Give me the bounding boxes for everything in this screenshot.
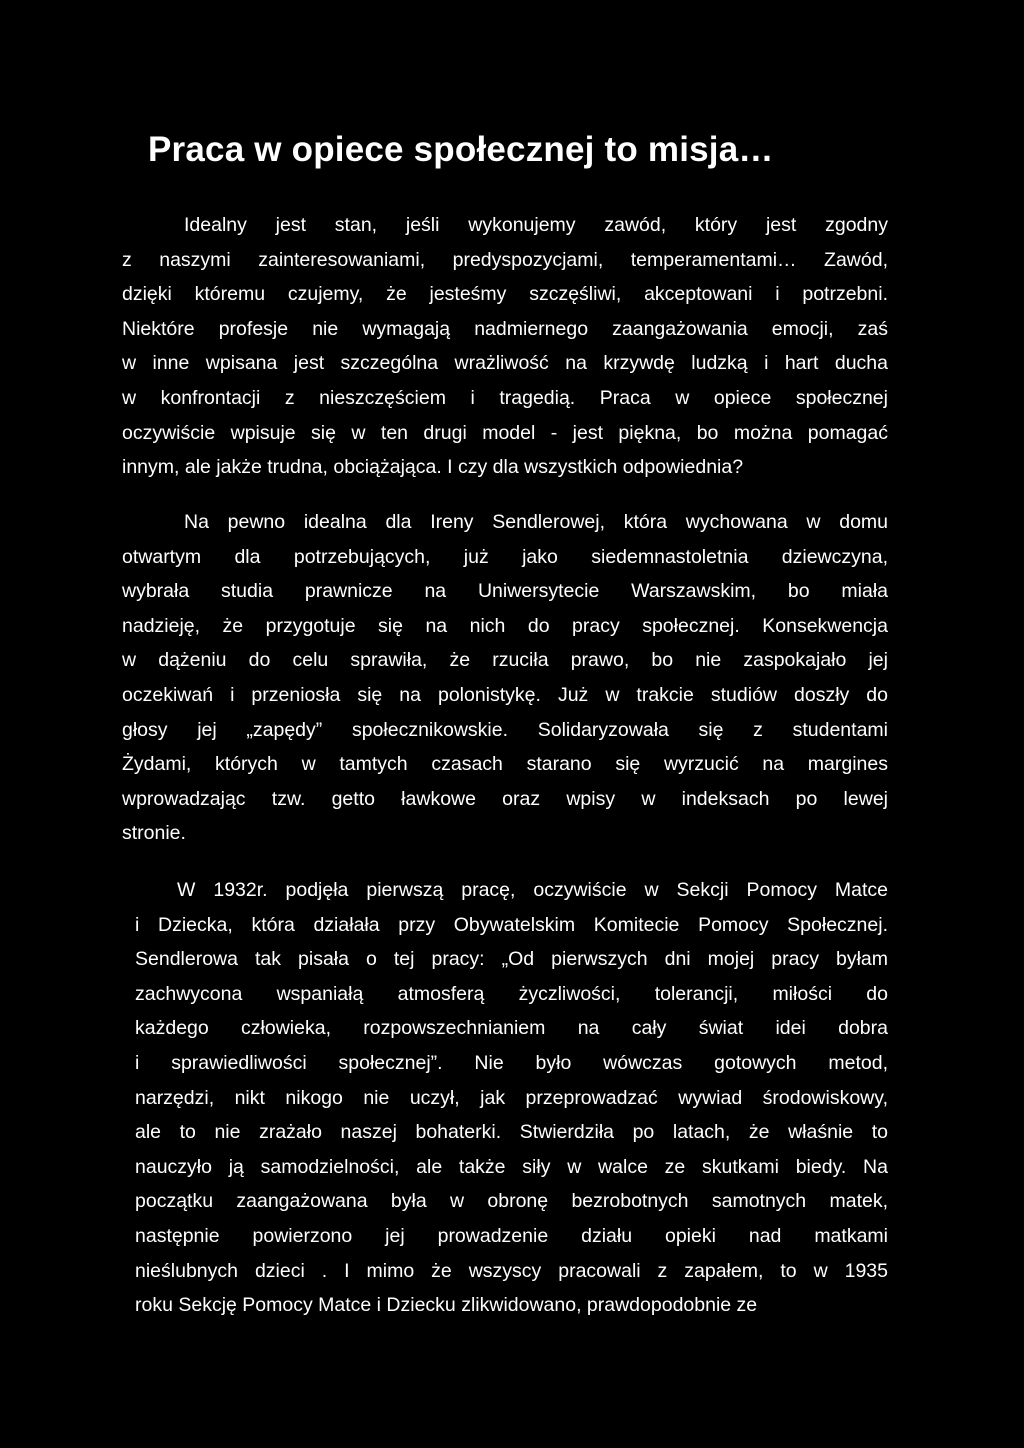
text-line: roku Sekcję Pomocy Matce i Dziecku zlikwidowano, prawdopodobnie ze [135,1294,758,1317]
text-line: oczywiście wpisuje się w ten drugi model - jest piękna, bo można pomagać [122,421,888,444]
page-title: Praca w opiece społecznej to misja… [148,130,774,169]
text-line: w dążeniu do celu sprawiła, że rzuciła prawo, bo nie zaspokajało jej [122,649,888,672]
text-line: Niektóre profesje nie wymagają nadmiernego zaangażowania emocji, zaś [122,317,888,340]
text-line: początku zaangażowana była w obronę bezrobotnych samotnych matek, [135,1190,888,1213]
text-line: Sendlerowa tak pisała o tej pracy: „Od pierwszych dni mojej pracy byłam [135,948,888,971]
text-line: narzędzi, nikt nikogo nie uczył, jak przeprowadzać wywiad środowiskowy, [135,1086,888,1109]
text-line: nieślubnych dzieci . I mimo że wszyscy pracowali z zapałem, to w 1935 [135,1259,888,1282]
text-line: następnie powierzono jej prowadzenie działu opieki nad matkami [135,1224,888,1247]
text-line: głosy jej „zapędy” społecznikowskie. Solidaryzowała się z studentami [122,718,888,741]
text-line: ale to nie zrażało naszej bohaterki. Stwierdziła po latach, że właśnie to [135,1121,888,1144]
text-line: w konfrontacji z nieszczęściem i tragedią. Praca w opiece społecznej [122,386,888,409]
text-line: oczekiwań i przeniosła się na polonistykę. Już w trakcie studiów doszły do [122,683,888,706]
text-line: stronie. [122,822,186,845]
text-line: i sprawiedliwości społecznej”. Nie było wówczas gotowych metod, [135,1051,888,1074]
text-line: Na pewno idealna dla Ireny Sendlerowej, która wychowana w domu [184,511,888,533]
paragraph-3 [135,873,888,1323]
text-line: dzięki któremu czujemy, że jesteśmy szczęśliwi, akceptowani i potrzebni. [122,283,888,306]
text-line: każdego człowieka, rozpowszechnianiem na cały świat idei dobra [135,1017,888,1040]
text-line: i Dziecka, która działała przy Obywatelskim Komitecie Pomocy Społecznej. [135,913,888,936]
text-line: otwartym dla potrzebujących, już jako siedemnastoletnia dziewczyna, [122,545,888,568]
text-line: innym, ale jakże trudna, obciążająca. I czy dla wszystkich odpowiednia? [122,456,744,479]
text-line: zachwycona wspaniałą atmosferą życzliwości, tolerancji, miłości do [135,982,888,1005]
text-line: nadzieję, że przygotuje się na nich do pracy społecznej. Konsekwencja [122,614,888,637]
text-line: nauczyło ją samodzielności, ale także siły w walce ze skutkami biedy. Na [135,1155,888,1178]
text-line: W 1932r. podjęła pierwszą pracę, oczywiście w Sekcji Pomocy Matce [177,879,888,901]
text-line: Idealny jest stan, jeśli wykonujemy zawód, który jest zgodny [184,214,888,236]
text-line: z naszymi zainteresowaniami, predyspozycjami, temperamentami… Zawód, [122,248,888,271]
text-line: wybrała studia prawnicze na Uniwersytecie Warszawskim, bo miała [122,580,888,603]
text-line: wprowadzając tzw. getto ławkowe oraz wpisy w indeksach po lewej [122,787,888,810]
paragraph-1 [122,208,888,485]
paragraph-2 [122,505,888,851]
text-line: w inne wpisana jest szczególna wrażliwość na krzywdę ludzką i hart ducha [122,352,888,375]
text-line: Żydami, których w tamtych czasach starano się wyrzucić na margines [122,753,888,776]
